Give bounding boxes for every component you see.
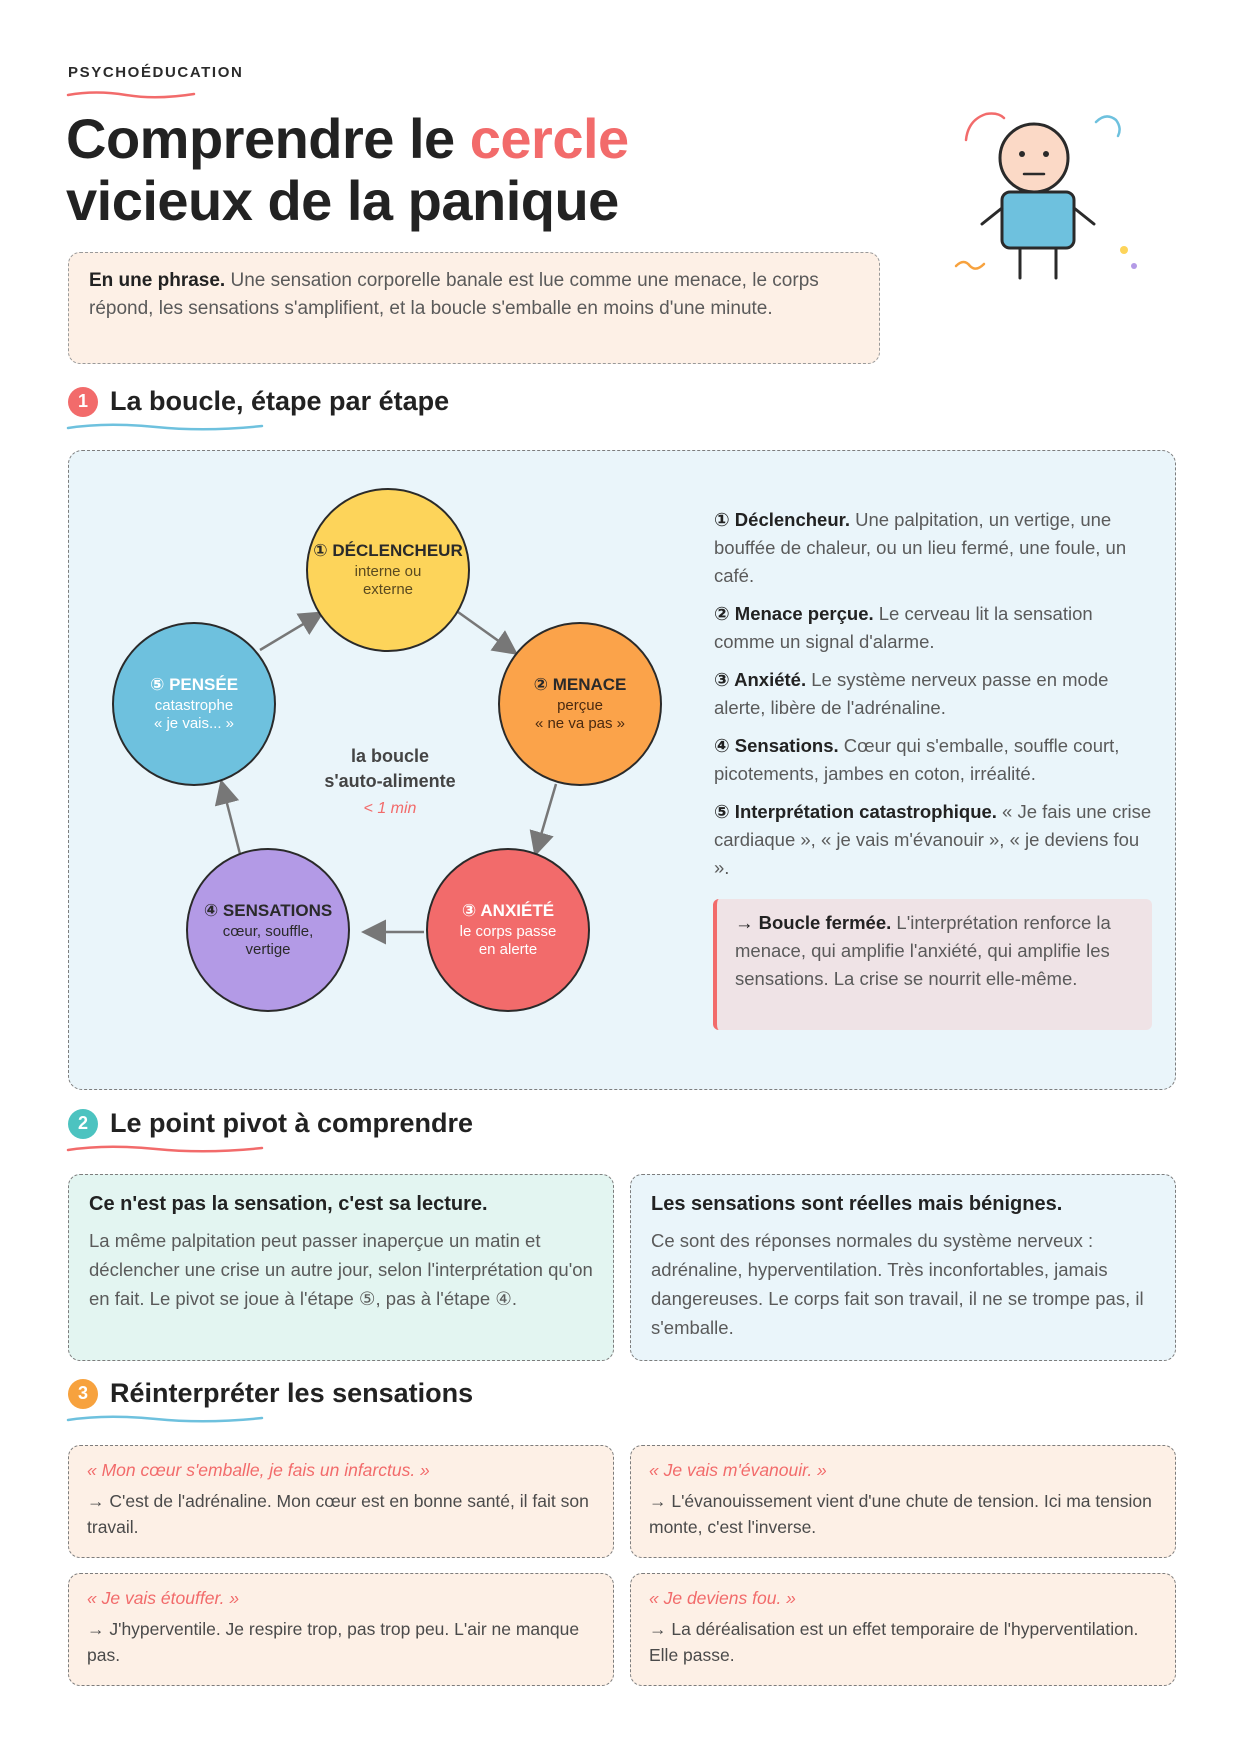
pivot-card-1-body: La même palpitation peut passer inaperçue un matin et déclencher une crise un autre jour, selon l'interprétation qu'on en fait. Le pivot se joue à l'étape ⑤, pas à l'étape ④. — [89, 1230, 593, 1309]
step-item — [714, 506, 1154, 590]
pivot-card-2-body: Ce sont des réponses normales du système nerveux : adrénaline, hyperventilation. Très inconfortables, jamais dangereuses. Le corps fait son travail, il ne se trompe pas, il s'emballe. — [651, 1230, 1144, 1338]
node-menace — [498, 622, 662, 786]
myth-2-quote: « Je vais m'évanouir. » — [649, 1460, 827, 1480]
loop-center-line1: la boucle — [350, 746, 430, 766]
myth-3-quote: « Je vais étouffer. » — [87, 1588, 240, 1608]
pivot-card-2-title: Les sensations sont réelles mais bénignes. — [651, 1193, 1063, 1215]
section-3-number: 3 — [68, 1379, 98, 1409]
node-3-sub1: le corps passe — [459, 923, 557, 940]
reinterpretation-card — [630, 1445, 1176, 1558]
loop-center-label — [300, 744, 480, 794]
step-4-lead: ④ Sensations. — [714, 735, 839, 756]
section-1-number: 1 — [68, 387, 98, 417]
pivot-card-benign — [630, 1174, 1176, 1361]
node-4-sub1: cœur, souffle, — [222, 923, 314, 940]
node-5-sub1: catastrophe — [154, 697, 234, 714]
loop-duration: < 1 min — [363, 800, 417, 817]
myth-4-answer: → La déréalisation est un effet temporaire de l'hyperventilation. Elle passe. — [649, 1619, 1139, 1665]
step-2-text: Le cerveau lit la sensation comme un signal d'alarme. — [714, 603, 1093, 652]
node-3-title: ③ ANXIÉTÉ — [461, 901, 555, 920]
node-5-sub2: « je vais... » — [153, 715, 235, 732]
arrow-2-to-3 — [536, 784, 556, 852]
section-2-title: Le point pivot à comprendre — [110, 1108, 474, 1138]
pivot-card-reading — [68, 1174, 614, 1361]
section-3-underline — [66, 1412, 266, 1426]
step-3-text: Le système nerveux passe en mode alerte, libère de l'adrénaline. — [714, 669, 1109, 718]
node-declencheur — [306, 488, 470, 652]
step-item — [714, 600, 1154, 656]
node-pensee — [112, 622, 276, 786]
title-part1: Comprendre le — [66, 107, 470, 170]
arrow-1-to-2 — [458, 612, 514, 652]
step-5-text: « Je fais une crise cardiaque », « je vais m'évanouir », « je deviens fou ». — [714, 801, 1152, 878]
arrow-4-to-5 — [222, 784, 240, 854]
step-1-text: Une palpitation, un vertige, une bouffée de chaleur, ou un lieu fermé, une foule, un café. — [714, 509, 1127, 586]
myth-3-answer: → J'hyperventile. Je respire trop, pas trop peu. L'air ne manque pas. — [87, 1619, 580, 1665]
node-1-title: ① DÉCLENCHEUR — [313, 541, 463, 560]
section-2-heading — [68, 1108, 473, 1139]
myth-4-quote: « Je deviens fou. » — [649, 1588, 796, 1608]
myth-1-quote: « Mon cœur s'emballe, je fais un infarctus. » — [87, 1460, 430, 1480]
arrow-5-to-1 — [260, 614, 320, 650]
title-part2: vicieux de la panique — [66, 169, 619, 232]
section-2-number: 2 — [68, 1109, 98, 1139]
node-3-sub2: en alerte — [478, 941, 538, 958]
reinterpretation-card — [68, 1573, 614, 1686]
node-4-sub2: vertige — [245, 941, 291, 958]
node-4-title: ④ SENSATIONS — [203, 901, 333, 920]
myth-2-answer: → L'évanouissement vient d'une chute de tension. Ici ma tension monte, c'est l'inverse. — [649, 1491, 1152, 1537]
closed-loop-callout — [713, 899, 1152, 1030]
reinterpretation-card — [630, 1573, 1176, 1686]
step-item — [714, 666, 1154, 722]
callout-text: L'interprétation renforce la menace, qui amplifie l'anxiété, qui amplifie les sensations. La crise se nourrit elle-même. — [735, 912, 1111, 989]
loop-center-line2: s'auto-alimente — [324, 771, 456, 791]
node-2-sub2: « ne va pas » — [534, 715, 626, 732]
eyebrow-label: PSYCHOÉDUCATION — [68, 64, 244, 81]
callout-lead: → Boucle fermée. — [735, 912, 892, 933]
title-accent: cercle — [469, 107, 629, 170]
section-3-heading — [68, 1378, 473, 1409]
step-5-lead: ⑤ Interprétation catastrophique. — [714, 801, 997, 822]
node-2-title: ② MENACE — [533, 675, 627, 694]
myth-1-answer: → C'est de l'adrénaline. Mon cœur est en bonne santé, il fait son travail. — [87, 1491, 589, 1537]
pivot-card-1-title: Ce n'est pas la sensation, c'est sa lecture. — [89, 1193, 488, 1215]
node-sensations — [186, 848, 350, 1012]
section-1-title: La boucle, étape par étape — [110, 386, 450, 416]
intro-text: Une sensation corporelle banale est lue comme une menace, le corps répond, les sensations s'amplifient, et la boucle s'emballe en moins d'une minute. — [89, 270, 819, 319]
node-5-title: ⑤ PENSÉE — [149, 675, 239, 694]
section-2-underline — [66, 1142, 266, 1156]
step-2-lead: ② Menace perçue. — [714, 603, 874, 624]
reinterpretation-card — [68, 1445, 614, 1558]
node-2-sub1: perçue — [557, 697, 603, 714]
step-3-lead: ③ Anxiété. — [714, 669, 807, 690]
step-item — [714, 732, 1154, 788]
steps-list — [714, 506, 1154, 892]
step-item — [714, 798, 1154, 882]
section-3-title: Réinterpréter les sensations — [110, 1378, 474, 1408]
node-1-sub1: interne ou — [354, 563, 422, 580]
node-anxiete — [426, 848, 590, 1012]
step-4-text: Cœur qui s'emballe, souffle court, picotements, jambes en coton, irréalité. — [714, 735, 1120, 784]
intro-lead: En une phrase. — [89, 270, 226, 291]
step-1-lead: ① Déclencheur. — [714, 509, 850, 530]
node-1-sub2: externe — [362, 581, 414, 598]
